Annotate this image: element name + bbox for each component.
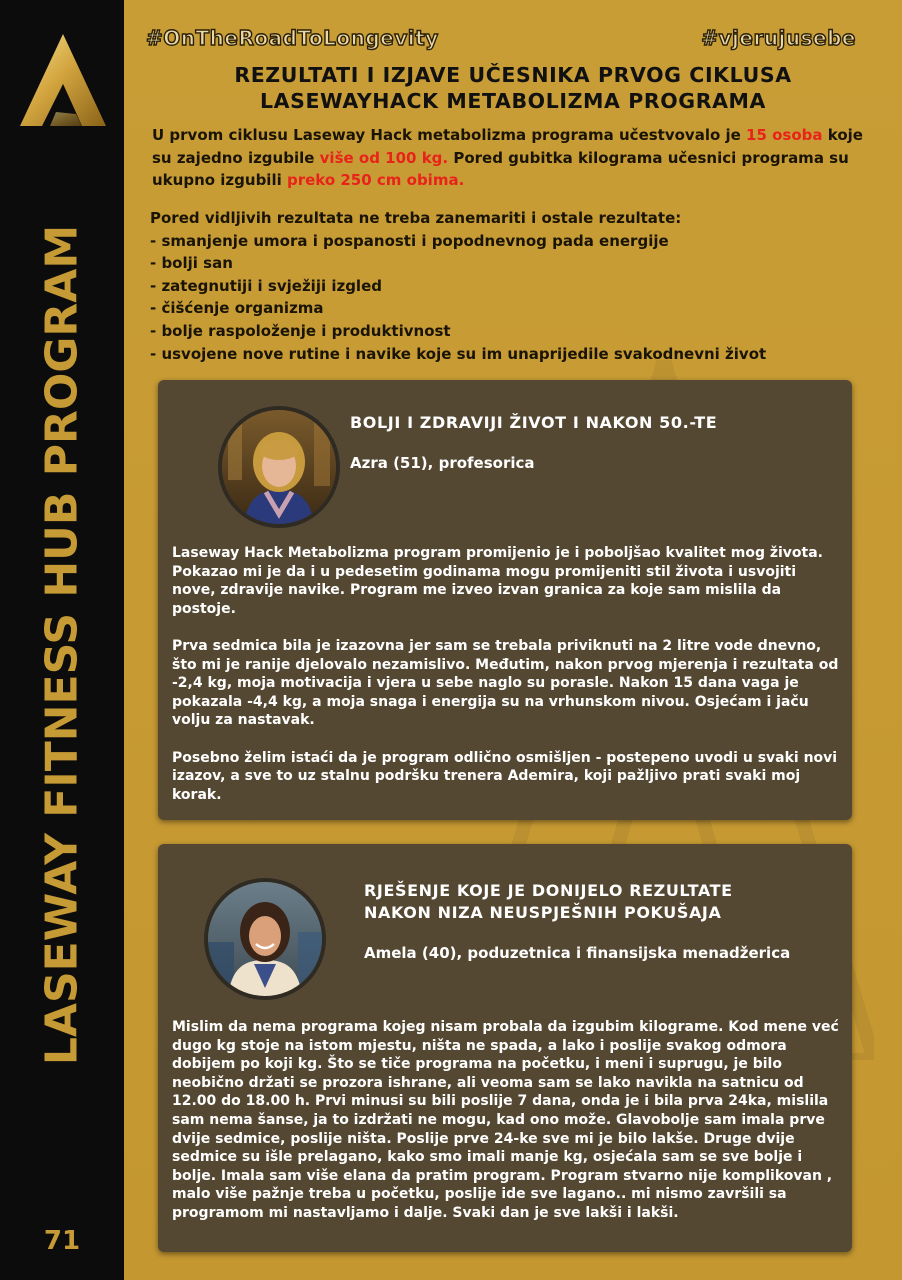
benefits-lead: Pored vidljivih rezultata ne treba zanemariti i ostale rezultate: — [150, 209, 682, 227]
page-title-line2: LASEWAYHACK METABOLIZMA PROGRAMA — [259, 89, 767, 113]
testimonial-card — [158, 844, 852, 1252]
testimonial-paragraph: Mislim da nema programa kojeg nisam probala da izgubim kilograme. Kod mene već dugo kg stoje na istom mjestu, ništa ne spada, a lako i poslije svakog odmora dobijem po koji kg. Što se tiče programa na početku, i meni i suprugu, je bilo neobično držati se prozora ishrane, ali veoma sam se lako navikla na satnicu od 12.00 do 18.00 h. Prvi minusi su bili poslije 7 dana, onda je i bila prva 24ka, mislila sam nema šanse, ja to izdržati ne mogu, kad ono može. Glavobolje sam imala prve dvije sedmice, poslije ništa. Poslije prve 24-ke sve mi je bilo lakše. Druge dvije sedmice su išle prelagano, kako smo imali manje kg, osjećala sam se sve bolje i bolje. Imala sam više elana da pratim program. Program stvarno nije komplikovan , malo više pažnje treba u početku, poslije ide sve lagano.. mi nismo završili sa programom mi nastavljamo i dalje. Svaki dan je sve lakši i lakši. — [172, 1019, 839, 1221]
benefits-list — [150, 207, 890, 365]
portrait-photo-icon — [222, 410, 336, 524]
testimonial-title: BOLJI I ZDRAVIJI ŽIVOT I NAKON 50.-TE — [350, 413, 718, 432]
laseway-a-logo-icon — [20, 34, 106, 126]
intro-text: koje su zajedno izgubile — [152, 126, 863, 167]
intro-highlight-girth: preko 250 cm obima. — [286, 171, 465, 189]
page-number: 71 — [43, 1226, 81, 1256]
testimonial-body — [172, 544, 844, 823]
testimonial-title — [364, 880, 733, 924]
list-item: - zategnutiji i svježiji izgled — [150, 276, 382, 295]
main-content — [124, 0, 902, 1280]
hashtag-left: #OnTheRoadToLongevity — [146, 26, 439, 50]
page-title-line1: REZULTATI I IZJAVE UČESNIKA PRVOG CIKLUSA — [234, 63, 792, 87]
testimonial-card — [158, 380, 852, 820]
testimonial-title-line1: RJEŠENJE KOJE JE DONIJELO REZULTATE — [364, 881, 733, 900]
testimonial-author: Azra (51), profesorica — [350, 454, 535, 472]
testimonial-title-line2: NAKON NIZA NEUSPJEŠNIH POKUŠAJA — [364, 903, 722, 922]
list-item: - smanjenje umora i pospanosti i popodnevnog pada energije — [150, 231, 669, 250]
testimonial-paragraph: Posebno želim istaći da je program odlično osmišljen - postepeno uvodi u svaki novi izazov, a sve to uz stalnu podršku trenera Ademira, koji pažljivo prati svaki moj korak. — [172, 749, 838, 803]
hashtag-right: #vjerujusebe — [701, 26, 856, 50]
sidebar — [0, 0, 124, 1280]
page-title — [124, 62, 902, 114]
list-item: - čišćenje organizma — [150, 299, 324, 318]
testimonial-paragraph: Prva sedmica bila je izazovna jer sam se trebala priviknuti na 2 litre vode dnevno, što mi je ranije djelovalo nezamislivo. Međutim, nakon prvog mjerenja i rezultata od -2,4 kg, moja motivacija i vjera u sebe naglo su porasle. Nakon 15 dana vaga je pokazala -4,4 kg, a moja snaga i energija su na vrhunskom nivou. Osjećam i jaču volju za nastavak. — [172, 637, 839, 729]
vertical-program-title: LASEWAY FITNESS HUB PROGRAM — [36, 224, 88, 1066]
list-item: - usvojene nove rutine i navike koje su im unaprijedile svakodnevni život — [150, 344, 767, 363]
list-item: - bolje raspoloženje i produktivnost — [150, 321, 451, 340]
avatar — [204, 878, 326, 1000]
intro-paragraph — [152, 124, 882, 192]
list-item: - bolji san — [150, 254, 233, 273]
testimonial-body — [172, 1018, 844, 1241]
intro-highlight-participants: 15 osoba — [746, 126, 823, 144]
intro-text: Pored gubitka kilograma učesnici programa su ukupno izgubili — [152, 148, 849, 189]
intro-text: U prvom ciklusu Laseway Hack metabolizma programa učestvovalo je — [152, 126, 747, 144]
testimonial-author: Amela (40), poduzetnica i finansijska menadžerica — [364, 944, 791, 962]
avatar — [218, 406, 340, 528]
intro-highlight-weight: više od 100 kg. — [319, 148, 449, 167]
portrait-photo-icon — [208, 882, 322, 996]
testimonial-paragraph: Laseway Hack Metabolizma program promijenio je i poboljšao kvalitet mog života. Pokazao mi je da i u pedesetim godinama mogu promijeniti stil života i usvojiti nove, zdravije navike. Program me izveo izvan granica za koje sam mislila da postoje. — [172, 545, 823, 617]
